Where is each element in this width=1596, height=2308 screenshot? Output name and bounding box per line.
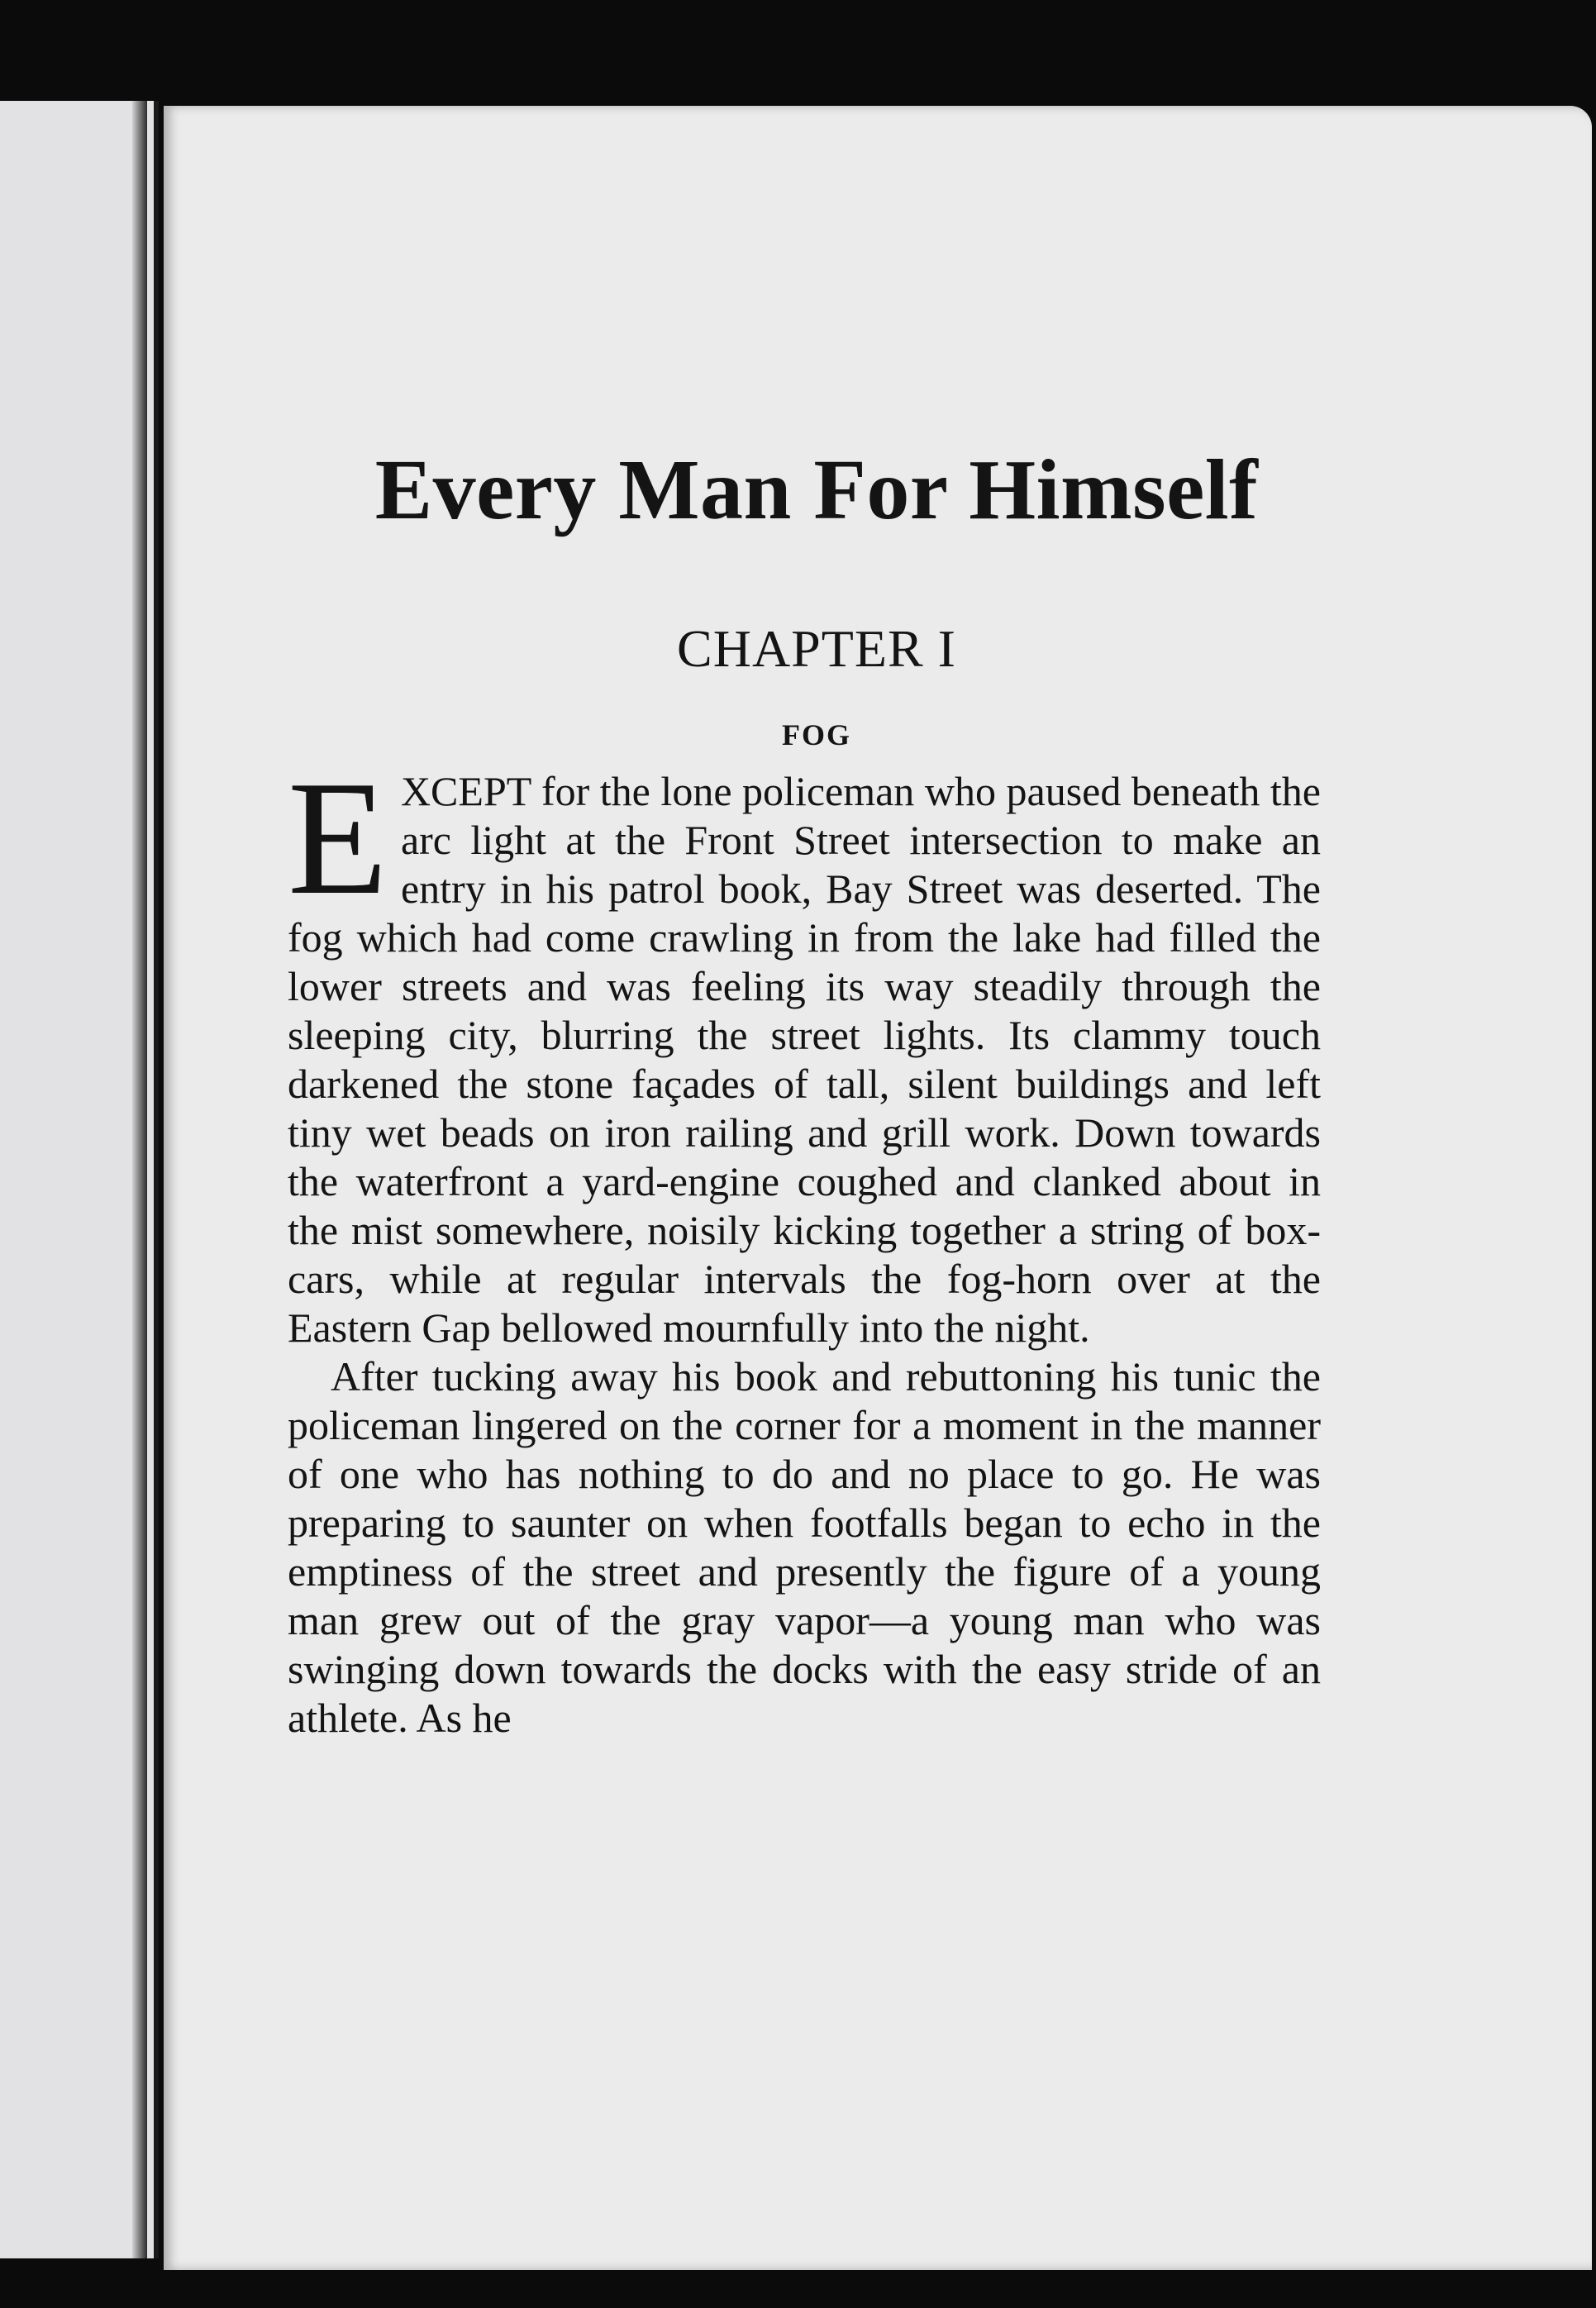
chapter-title: FOG bbox=[782, 718, 851, 751]
drop-cap: E bbox=[288, 747, 388, 928]
book-page bbox=[164, 106, 1592, 2270]
chapter-body bbox=[288, 747, 1321, 1743]
book-title: Every Man For Himself bbox=[374, 442, 1259, 537]
paragraph-1-text: XCEPT for the lone policeman who paused beneath the arc light at the Front Street intersection to make an entry in his patrol book, Bay Street was deserted. The fog which had come crawling in from the lake had filled the lower streets and was feeling its way steadily through the sleeping city, blurring the street lights. Its clammy touch darkened the stone façades of tall, silent buildings and left tiny wet beads on iron railing and grill work. Down towards the waterfront a yard-engine coughed and clanked about in the mist somewhere, noisily kicking together a string of box-cars, while at regular intervals the fog-horn over at the Eastern Gap bellowed mournfully into the night. bbox=[288, 768, 1321, 1351]
chapter-heading: CHAPTER I bbox=[677, 619, 956, 678]
paragraph-1 bbox=[288, 747, 1321, 1352]
paragraph-2: After tucking away his book and rebuttoning his tunic the policeman lingered on the corner for a moment in the manner of one who has nothing to do and no place to go. He was preparing to saunter on when footfalls began to echo in the emptiness of the street and presently the figure of a young man grew out of the gray vapor—a young man who was swinging down towards the docks with the easy stride of an athlete. As he bbox=[288, 1353, 1321, 1741]
book-gutter bbox=[132, 101, 147, 2258]
